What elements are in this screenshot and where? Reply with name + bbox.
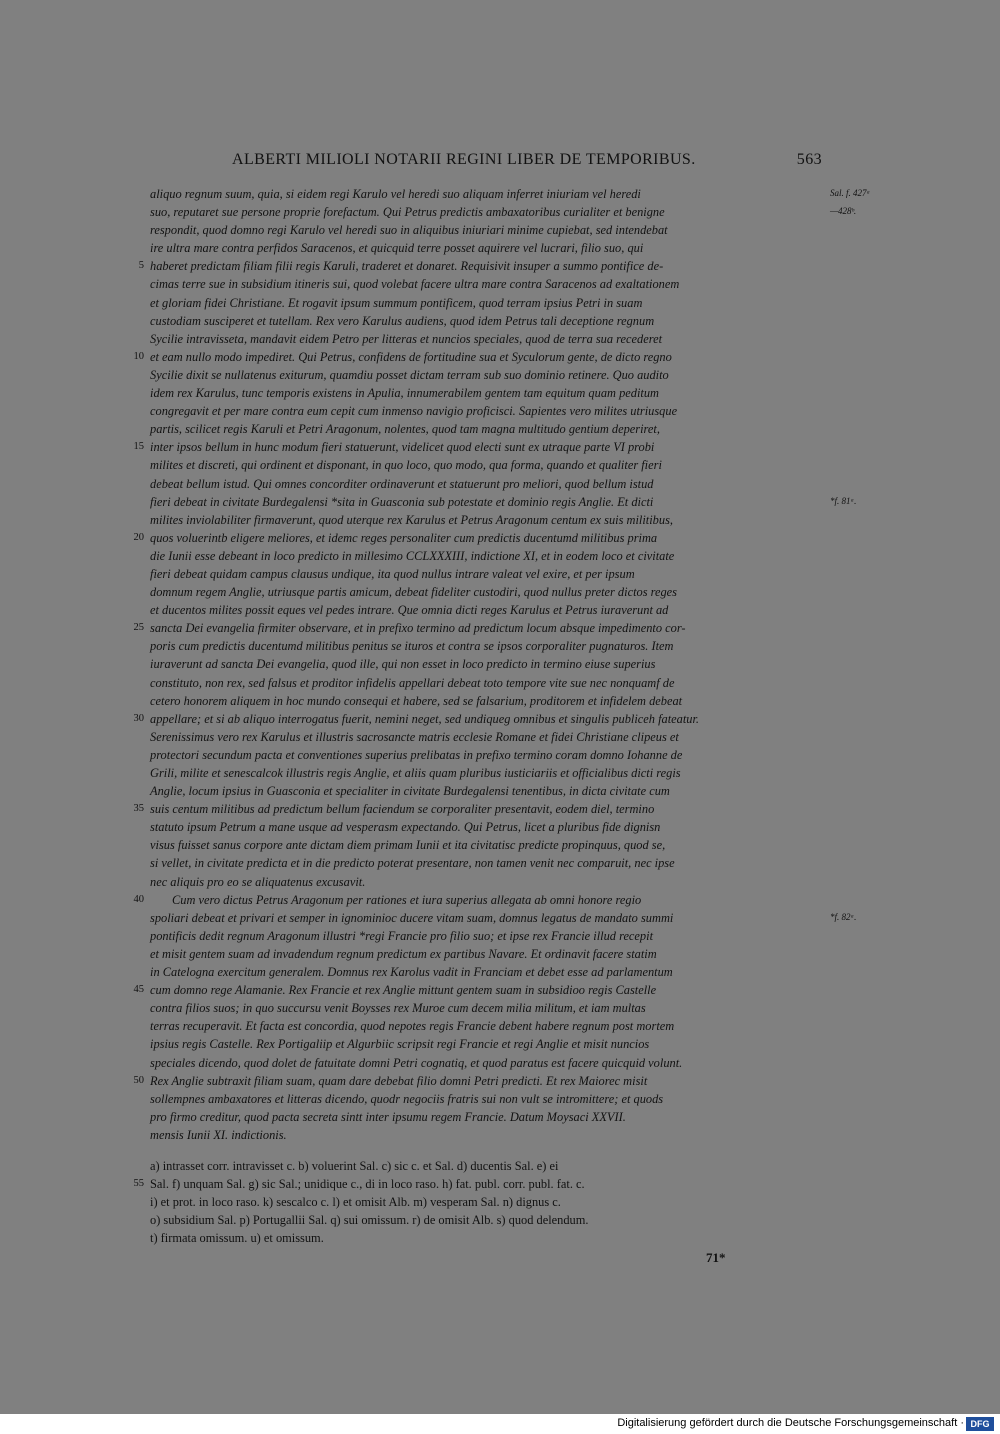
- text-line: [150, 909, 820, 927]
- line-text: statuto ipsum Petrum a mane usque ad vesperasm expectando. Qui Petrus, licet a pluribus fide dignisn: [150, 820, 661, 835]
- text-line: [150, 565, 820, 583]
- line-number: 25: [133, 622, 144, 634]
- line-number: 45: [133, 984, 144, 996]
- line-text: congregavit et per mare contra eum cepit cum inmenso navigio proficisci. Sapientes vero milites utriusque: [150, 404, 678, 419]
- footnote-text: a) intrasset corr. intravisset c. b) voluerint Sal. c) sic c. et Sal. d) ducentis Sal. e) ei: [150, 1159, 559, 1173]
- line-text: visus fuisset sanus corpore ante dictam diem primam Iunii et ita civitatisc predicte propinquus, quod se,: [150, 838, 666, 853]
- text-line: [150, 674, 820, 692]
- text-line: [150, 384, 820, 402]
- text-line: [150, 312, 820, 330]
- line-text: spoliari debeat et privari et semper in ignominioc ducere vitam suam, domnus legatus de mandato summi: [150, 910, 674, 925]
- text-line: [150, 927, 820, 945]
- footnote-line: [150, 1193, 820, 1211]
- line-text: Sycilie intravisseta, mandavit eidem Petro per litteras et nuncios speciales, quod de terra sua recederet: [150, 331, 663, 346]
- line-text: cimas terre sue in subsidium itineris sui, quod volebat facere ultra mare contra Saracenos ad exaltationem: [150, 277, 680, 292]
- text-line: [150, 836, 820, 854]
- folio-reference: *f. 81ᵃ.: [830, 495, 857, 506]
- footnote-text: t) firmata omissum. u) et omissum.: [150, 1231, 324, 1245]
- text-line: [133, 348, 820, 366]
- dfg-logo: DFG: [966, 1417, 994, 1431]
- line-number: 55: [133, 1178, 144, 1189]
- text-line: [150, 782, 820, 800]
- footer-credit: Digitalisierung gefördert durch die Deutsche Forschungsgemeinschaft ·: [617, 1417, 964, 1429]
- line-text: fieri debeat quidam campus clausus undique, ita quod nullus intrare valeat vel exire, et per ipsum: [150, 566, 635, 581]
- text-line: [150, 511, 820, 529]
- text-line: [150, 239, 820, 257]
- line-text: iuraverunt ad sancta Dei evangelia, quod ille, qui non esset in loco predicto in termino eiuse superius: [150, 657, 656, 672]
- text-line: [133, 981, 820, 999]
- text-line: [138, 257, 820, 275]
- text-line: [150, 547, 820, 565]
- line-text: milites et discreti, qui ordinent et disponant, in quo loco, quo modo, qua forma, quando et qualiter fieri: [150, 458, 662, 473]
- line-text: debeat bellum istud. Qui omnes concorditer ordinaverunt et statuerunt pro meliori, quod bellum istud: [150, 476, 654, 491]
- footnote-line: [133, 1175, 820, 1193]
- footnote-line: [150, 1157, 820, 1175]
- line-text: suis centum militibus ad predictum bellum faciendum se corporaliter presentavit, eodem diel, termino: [150, 802, 655, 817]
- footnote-line: [150, 1229, 820, 1247]
- text-line: [133, 438, 820, 456]
- text-line: [150, 456, 820, 474]
- line-text: custodiam susciperet et tutellam. Rex vero Karulus audiens, quod idem Petrus tali deceptione regnum: [150, 313, 655, 328]
- line-text: pro firmo creditur, quod pacta secreta sintt inter ipsumu regem Francie. Datum Moysaci XXVII.: [150, 1109, 626, 1124]
- text-line: [133, 529, 820, 547]
- line-text: et ducentos milites possit eques vel pedes intrare. Que omnia dicti reges Karulus et Petrus iuraverunt ad: [150, 603, 669, 618]
- folio-reference: —428ᵇ.: [830, 206, 857, 217]
- line-text: terras recuperavit. Et facta est concordia, quod nepotes regis Francie debent habere regnum post mortem: [150, 1019, 675, 1034]
- text-line: [150, 275, 820, 293]
- text-line: [150, 420, 820, 438]
- line-text: protectori secundum pacta et conventiones superius prelibatas in prefixo termino coram domno Iohanne de: [150, 747, 683, 762]
- page-number: 563: [796, 151, 822, 168]
- line-text: respondit, quod domno regi Karulo vel heredi suo in aliquibus iniuriari minime cupiebat, sed intendebat: [150, 223, 668, 238]
- text-line: [150, 185, 820, 203]
- line-text: si vellet, in civitate predicta et in die predicto poterat presentare, non tamen venit nec comparuit, nec ipse: [150, 856, 675, 871]
- line-text: inter ipsos bellum in hunc modum fieri statuerunt, videlicet quod electi sunt ex utraque parte VI probi: [150, 440, 655, 455]
- text-line: [150, 1126, 820, 1144]
- line-text: in Catelogna exercitum generalem. Domnus rex Karolus vadit in Franciam et debet esse ad parlamentum: [150, 965, 673, 980]
- line-text: Serenissimus vero rex Karulus et illustris sacrosancte matris ecclesie Romane et fidei Christiane clipeus et: [150, 729, 679, 744]
- line-text: die Iunii esse debeant in loco predicto in millesimo CCLXXXIII, indictione XI, et in eodem loco et civitate: [150, 548, 675, 563]
- text-line: [133, 1072, 820, 1090]
- line-text: pontificis dedit regnum Aragonum illustri *regi Francie pro filio suo; et ipse rex Francie illud recepit: [150, 928, 654, 943]
- main-text: [133, 185, 820, 1144]
- line-text: cetero honorem aliquem in hoc mundo consequi et habere, sed se falsarium, proditorem et infidelem debeat: [150, 693, 683, 708]
- line-text: sollempnes ambaxatores et litteras dicendo, quodr negociis fratris sui non vult se intromittere; et quods: [150, 1091, 664, 1106]
- text-line: [150, 1108, 820, 1126]
- folio-reference: Sal. f. 427ᵃ: [830, 188, 871, 198]
- line-text: ire ultra mare contra perfidos Saracenos, et quicquid terre posset aquirere vel lucrari, filio suo, qui: [150, 241, 644, 256]
- line-text: contra filios suos; in quo succursu venit Boysses rex Muroe cum decem milia militum, et iam multas: [150, 1001, 646, 1016]
- line-text: constituto, non rex, sed falsus et proditor infidelis appellari debeat toto tempore vite sue nec nonquamf de: [150, 675, 675, 690]
- text-line: [150, 873, 820, 891]
- text-line: [150, 203, 820, 221]
- text-line: [150, 999, 820, 1017]
- line-number: 10: [133, 350, 144, 362]
- folio-reference: *f. 82ᵃ.: [830, 912, 857, 922]
- text-line: [150, 1054, 820, 1072]
- text-line: [150, 1017, 820, 1035]
- text-line: [150, 963, 820, 981]
- line-text: milites inviolabiliter firmaverunt, quod uterque rex Karulus et Petrus Aragonum centum ex suis militibus,: [150, 512, 673, 527]
- line-text: partis, scilicet regis Karuli et Petri Aragonum, nolentes, quod tam magna multitudo gentium deperiret,: [150, 422, 660, 437]
- footnote-text: i) et prot. in loco raso. k) sescalco c. l) et omisit Alb. m) vesperam Sal. n) dignus c.: [150, 1195, 561, 1209]
- line-text: et misit gentem suam ad invadendum regnum predictum ex partibus Navare. Et ordinavit facere statim: [150, 946, 657, 961]
- text-line: [150, 1035, 820, 1053]
- running-title: ALBERTI MILIOLI NOTARII REGINI LIBER DE TEMPORIBUS.: [232, 151, 696, 168]
- line-text: fieri debeat in civitate Burdegalensi *sita in Guasconia sub potestate et dominio regis Anglie. Et dicti: [150, 494, 654, 509]
- text-line: [133, 710, 820, 728]
- text-line: [150, 1090, 820, 1108]
- line-text: Cum vero dictus Petrus Aragonum per rationes et iura superius allegata ab omni honore regio: [172, 892, 642, 907]
- line-text: cum domno rege Alamanie. Rex Francie et rex Anglie mittunt gentem suam in subsidioo regis Castelle: [150, 983, 657, 998]
- line-text: et eam nullo modo impediret. Qui Petrus, confidens de fortitudine sua et Syculorum gente, de dicto regno: [150, 349, 672, 364]
- line-text: domnum regem Anglie, utriusque partis amicum, debeat fideliter custodiri, quod nullus preter dictos reges: [150, 585, 678, 600]
- text-line: [150, 402, 820, 420]
- text-line: [150, 294, 820, 312]
- line-text: Sycilie dixit se nullatenus exiturum, quamdiu posset dictam terram sub suo dominio retinere. Quo audito: [150, 367, 669, 382]
- footnote-line: [150, 1211, 820, 1229]
- line-text: Grili, milite et senescalcok illustris regis Anglie, et aliis quam pluribus iusticiariis et officialibus dicti regis: [150, 766, 681, 780]
- line-number: 5: [138, 260, 144, 272]
- text-line: [150, 692, 820, 710]
- text-line: [150, 746, 820, 764]
- line-text: aliquo regnum suum, quia, si eidem regi Karulo vel heredi suo aliquam inferret iniuriam vel heredi: [150, 187, 641, 201]
- text-line: [150, 475, 820, 493]
- text-line: [133, 800, 820, 818]
- text-line: [150, 330, 820, 348]
- text-line: [150, 728, 820, 746]
- text-line: [150, 655, 820, 673]
- text-line: [150, 601, 820, 619]
- line-number: 15: [133, 441, 144, 453]
- text-line: [150, 945, 820, 963]
- signature-mark: 71*: [706, 1250, 726, 1265]
- text-line: [150, 637, 820, 655]
- text-line: [150, 366, 820, 384]
- line-text: mensis Iunii XI. indictionis.: [150, 1127, 287, 1142]
- line-text: Anglie, locum ipsius in Guasconia et specialiter in civitate Burdegalensi tenentibus, in dicta civitate cum: [150, 784, 670, 799]
- line-number: 40: [133, 893, 144, 905]
- line-number: 35: [133, 803, 144, 815]
- line-text: ipsius regis Castelle. Rex Portigaliip et Algurbiic scripsit regi Francie et regi Anglie et misit nuncios: [150, 1037, 650, 1052]
- line-text: poris cum predictis ducentumd militibus penitus se ituros et contra se ipsos corporaliter pugnaturos. Item: [150, 639, 674, 654]
- line-text: idem rex Karulus, tunc temporis existens in Apulia, innumerabilem gentem tam equitum quam peditum: [150, 386, 659, 401]
- critical-apparatus: [133, 1157, 820, 1247]
- text-line: [150, 854, 820, 872]
- line-text: appellare; et si ab aliquo interrogatus fuerit, nemini neget, sed undiqueg omnibus et singulis publiceh fateatur.: [150, 711, 700, 726]
- line-text: et gloriam fidei Christiane. Et rogavit ipsum summum pontificem, quod terram ipsius Petri in suam: [150, 295, 643, 310]
- footnote-text: Sal. f) unquam Sal. g) sic Sal.; unidique c., di in loco raso. h) fat. publ. corr. publ. fat. c.: [150, 1177, 585, 1191]
- text-line: [133, 619, 820, 637]
- footnote-text: o) subsidium Sal. p) Portugallii Sal. q) sui omissum. r) de omisit Alb. s) quod delendum.: [150, 1213, 589, 1227]
- line-text: quos voluerintb eligere meliores, et idemc reges personaliter cum predictis ducentumd militibus prima: [150, 530, 658, 545]
- text-line: [150, 764, 820, 782]
- line-text: speciales dicendo, quod dolet de fatuitate domni Petri cognatiq, et quod paratus est facere quicquid volunt.: [150, 1055, 683, 1070]
- text-line: [133, 891, 820, 909]
- running-header: [232, 151, 822, 177]
- line-number: 30: [133, 712, 144, 724]
- text-line: [150, 818, 820, 836]
- text-line: [150, 493, 820, 511]
- text-line: [150, 221, 820, 239]
- line-text: Rex Anglie subtraxit filiam suam, quam dare debebat filio domni Petri predicti. Et rex Maiorec misit: [150, 1073, 648, 1088]
- line-text: nec aliquis pro eo se aliquatenus excusavit.: [150, 874, 366, 889]
- line-text: sancta Dei evangelia firmiter observare, et in prefixo termino ad predictum locum absque impedimento cor-: [150, 621, 686, 636]
- line-number: 50: [133, 1074, 144, 1086]
- line-text: haberet predictam filiam filii regis Karuli, traderet et donaret. Requisivit insuper a summo pontifice de-: [150, 259, 664, 274]
- line-number: 20: [133, 531, 144, 543]
- line-text: suo, reputaret sue persone proprie forefactum. Qui Petrus predictis ambaxatoribus curialiter et benigne: [150, 205, 665, 220]
- footer-bar: [0, 1414, 1000, 1434]
- text-line: [150, 583, 820, 601]
